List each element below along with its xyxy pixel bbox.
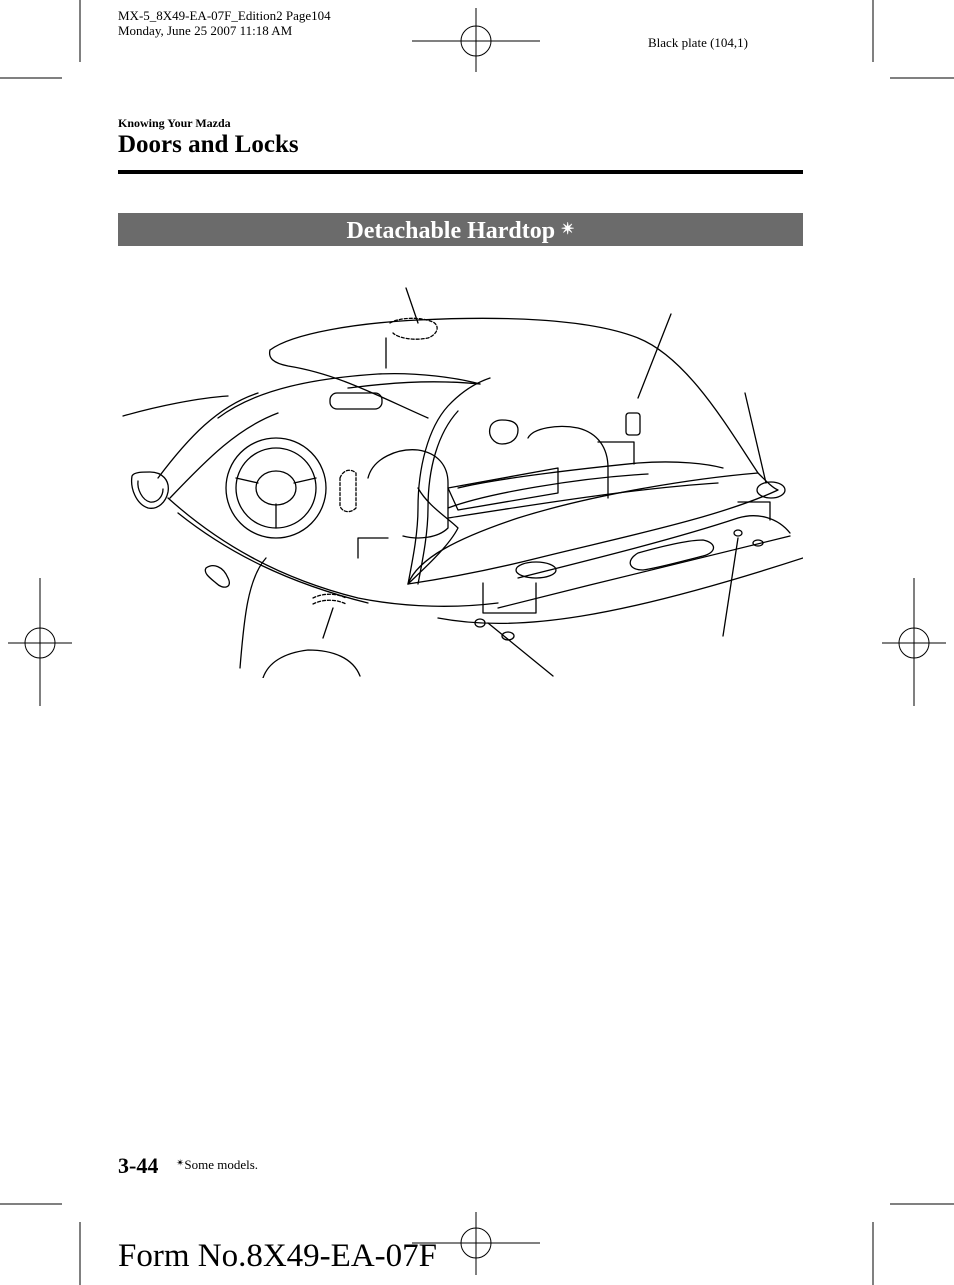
chapter-title: Doors and Locks: [118, 131, 299, 158]
section-banner: [118, 213, 803, 246]
print-date-line: Monday, June 25 2007 11:18 AM: [118, 23, 293, 38]
banner-title: Detachable Hardtop: [346, 218, 556, 244]
footnote-marker: ✴: [176, 1158, 185, 1169]
footnote: [176, 1157, 258, 1173]
form-number: Form No.8X49-EA-07F: [118, 1238, 437, 1274]
plate-info: Black plate (104,1): [648, 35, 748, 50]
print-file-line: MX-5_8X49-EA-07F_Edition2 Page104: [118, 8, 331, 23]
print-info: [118, 8, 331, 38]
hardtop-illustration: [118, 278, 803, 678]
title-rule: [118, 170, 803, 174]
page-number: 3-44: [118, 1153, 159, 1178]
hardtop-roof: [270, 318, 778, 584]
section-label: Knowing Your Mazda: [118, 116, 231, 130]
footnote-text: Some models.: [184, 1157, 259, 1172]
some-models-marker: ✴: [561, 221, 575, 238]
